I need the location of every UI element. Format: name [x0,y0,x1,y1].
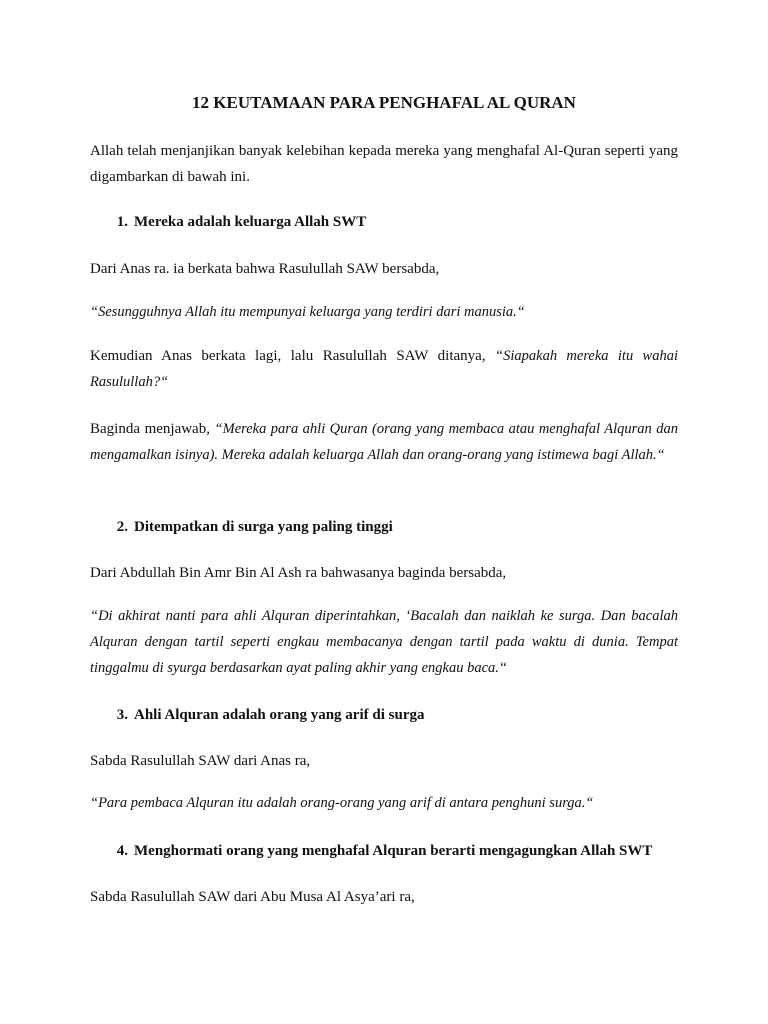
section-heading-2 [90,516,678,538]
section-1-followup [90,343,678,395]
section-1-followup-text: Kemudian Anas berkata lagi, lalu Rasulullah SAW ditanya, [90,348,496,364]
section-2-quote: “Di akhirat nanti para ahli Alquran diperintahkan, ‘Bacalah dan naiklah ke surga. Dan bacalah Alquran dengan tartil seperti engkau membacanya dengan tartil pada waktu di dunia. Tempat tinggalmu di syurga berdasarkan ayat paling akhir yang engkau baca.“ [90,608,678,676]
section-heading-text-1: Mereka adalah keluarga Allah SWT [134,214,367,230]
section-heading-3 [90,704,678,726]
section-number-3: 3. [116,707,128,723]
document-title: 12 KEUTAMAAN PARA PENGHAFAL AL QURAN [192,93,576,112]
intro-paragraph: Allah telah menjanjikan banyak kelebihan kepada mereka yang menghafal Al-Quran seperti yang digambarkan di bawah ini. [90,143,678,185]
section-3-narration: Sabda Rasulullah SAW dari Anas ra, [90,753,311,769]
section-3-quote: “Para pembaca Alquran itu adalah orang-orang yang arif di antara penghuni surga.“ [90,795,594,811]
section-heading-1 [90,211,678,233]
section-number-4: 4. [116,843,128,859]
section-number-1: 1. [116,214,128,230]
section-heading-4 [90,840,678,862]
section-2-narration: Dari Abdullah Bin Amr Bin Al Ash ra bahwasanya baginda bersabda, [90,565,507,581]
section-number-2: 2. [116,519,128,535]
section-heading-text-4: Menghormati orang yang menghafal Alquran berarti mengagungkan Allah SWT [134,843,653,859]
section-1-narration: Dari Anas ra. ia berkata bahwa Rasulullah SAW bersabda, [90,261,440,277]
section-4-narration: Sabda Rasulullah SAW dari Abu Musa Al Asya’ari ra, [90,889,415,905]
section-1-answer [90,416,678,468]
section-1-quote: “Sesungguhnya Allah itu mempunyai keluarga yang terdiri dari manusia.“ [90,304,525,320]
section-1-answer-text: Baginda menjawab, [90,421,215,437]
section-heading-text-3: Ahli Alquran adalah orang yang arif di surga [134,707,425,723]
section-1-followup-quote: “Siapakah mereka itu wahai Rasulullah?“ [90,348,679,390]
section-1-answer-quote: “Mereka para ahli Quran (orang yang membaca atau menghafal Alquran dan mengamalkan isinya). Mereka adalah keluarga Allah dan orang-orang yang istimewa bagi Allah.“ [90,421,678,463]
section-heading-text-2: Ditempatkan di surga yang paling tinggi [134,519,393,535]
